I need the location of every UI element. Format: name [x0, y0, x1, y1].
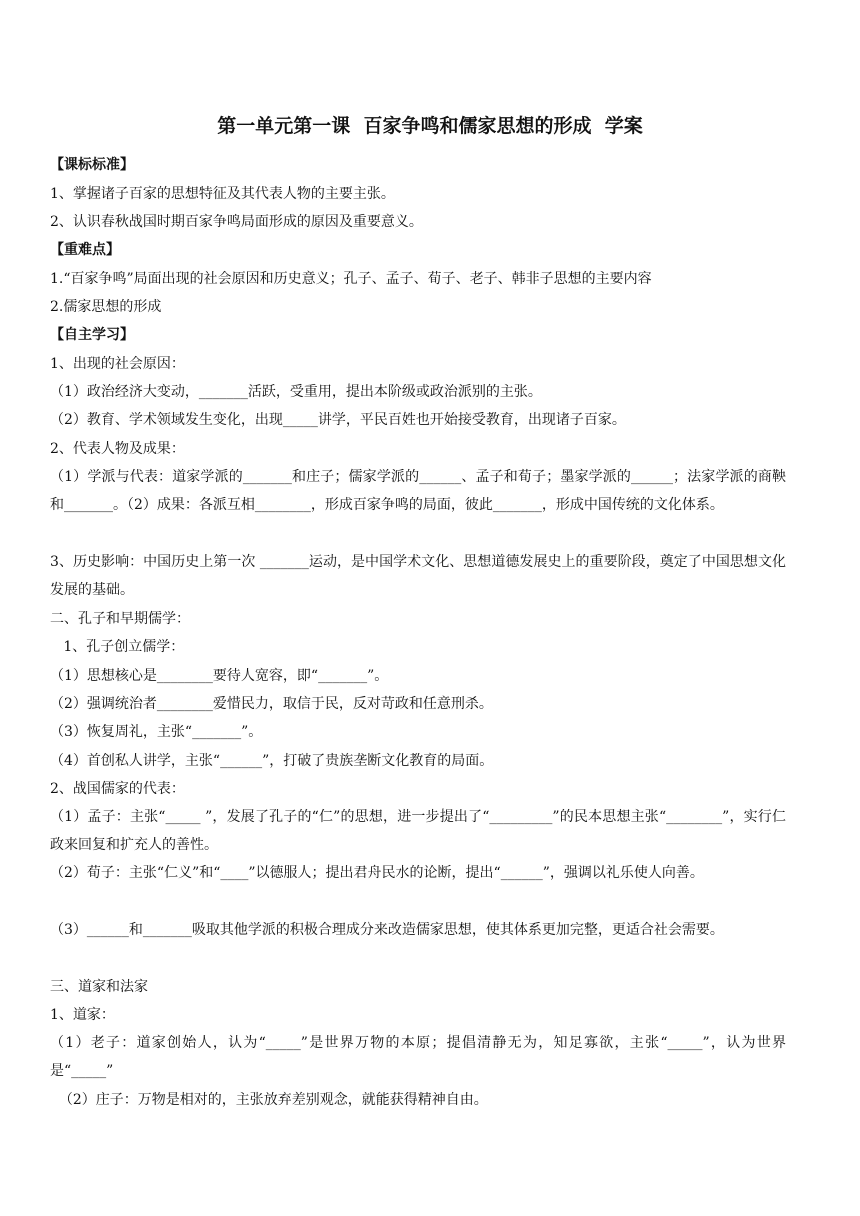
- study-item-cause-1: （1）政治经济大变动，_______活跃，受重用，提出本阶级或政治派别的主张。: [50, 384, 542, 400]
- warring-states-heading: 2、战国儒家的代表：: [50, 781, 185, 797]
- key-point-2: 2.儒家思想的形成: [50, 299, 162, 315]
- laozi-paragraph: （1）老子：道家创始人，认为“_____”是世界万物的本原；提倡清静无为，知足寡欲，主张“_____”，认为世界是“_____”: [50, 1035, 786, 1079]
- confucius-item-1: （1）思想核心是________要待人宽容，即“_______”。: [50, 668, 389, 684]
- xunzi-paragraph: （2）荀子：主张“仁义”和“____”以德服人；提出君舟民水的论断，提出“______”，强调以礼乐使人向善。: [50, 865, 704, 881]
- confucius-subheading: 1、孔子创立儒学：: [50, 639, 185, 655]
- section-heading-curriculum-standard: 【课标标准】: [50, 157, 134, 173]
- document-title: 第一单元第一课 百家争鸣和儒家思想的形成 学案: [217, 115, 643, 137]
- confucius-item-2: （2）强调统治者________爱惜民力，取信于民，反对苛政和任意刑杀。: [50, 696, 493, 712]
- historical-influence-paragraph: 3、历史影响：中国历史上第一次 _______运动，是中国学术文化、思想道德发展史上的重要阶段，奠定了中国思想文化发展的基础。: [50, 554, 786, 598]
- section-confucius: 二、孔子和早期儒学：: [50, 611, 190, 627]
- section-taoism-legalism: 三、道家和法家: [50, 979, 148, 995]
- study-item-social-causes: 1、出现的社会原因：: [50, 356, 185, 372]
- study-item-cause-2: （2）教育、学术领域发生变化，出现_____讲学，平民百姓也开始接受教育，出现诸子百家。: [50, 412, 626, 428]
- standard-item-2: 2、认识春秋战国时期百家争鸣局面形成的原因及重要意义。: [50, 214, 423, 230]
- representatives-paragraph: （1）学派与代表：道家学派的_______和庄子；儒家学派的______、孟子和荀子；墨家学派的______；法家学派的商鞅和_______。（2）成果：各派互相________，形成百家争鸣的局面，彼此_______，形成中国传统的文化体系。: [50, 469, 786, 513]
- standard-item-1: 1、掌握诸子百家的思想特征及其代表人物的主要主张。: [50, 186, 395, 202]
- mencius-paragraph: （1）孟子：主张“_____ ”，发展了孔子的“仁”的思想，进一步提出了“_________”的民本思想主张“________”，实行仁政来回复和扩充人的善性。: [50, 809, 786, 853]
- confucius-item-3: （3）恢复周礼，主张“_______”。: [50, 724, 263, 740]
- confucius-item-4: （4）首创私人讲学，主张“______”，打破了贵族垄断文化教育的局面。: [50, 753, 494, 769]
- section-heading-key-points: 【重难点】: [50, 242, 120, 258]
- section-heading-self-study: 【自主学习】: [50, 327, 134, 343]
- reform-paragraph: （3）______和_______吸取其他学派的积极合理成分来改造儒家思想，使其体系更加完整，更适合社会需要。: [50, 922, 724, 938]
- zhuangzi-line: （2）庄子：万物是相对的，主张放弃差别观念，就能获得精神自由。: [50, 1092, 488, 1108]
- study-item-representatives: 2、代表人物及成果：: [50, 441, 185, 457]
- taoism-subheading: 1、道家：: [50, 1007, 115, 1023]
- key-point-1: 1.“百家争鸣”局面出现的社会原因和历史意义；孔子、孟子、荀子、老子、韩非子思想的主要内容: [50, 271, 652, 287]
